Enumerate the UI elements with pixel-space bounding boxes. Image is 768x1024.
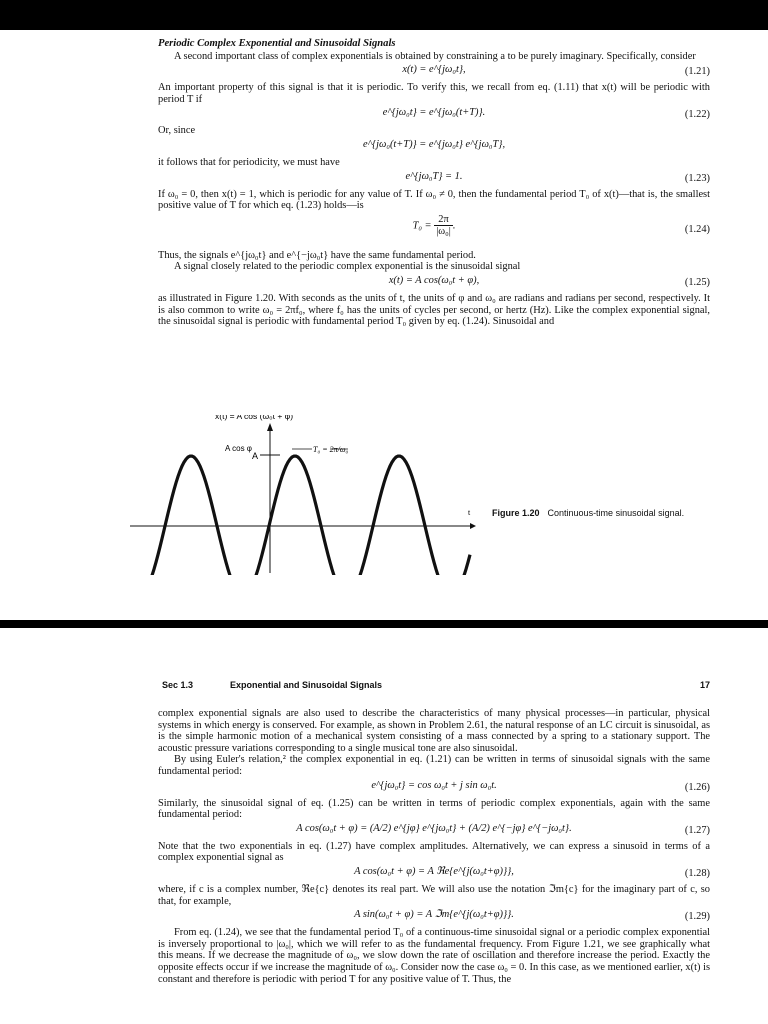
equation-number: (1.25) bbox=[684, 276, 710, 288]
equation-1-29 bbox=[158, 909, 710, 925]
equation-number: (1.22) bbox=[684, 109, 710, 121]
paragraph: An important property of this signal is that it is periodic. To verify this, we recall from eq. (1.11) that x(t) will be periodic with period T if bbox=[158, 82, 710, 105]
sinusoid-curve bbox=[148, 456, 470, 575]
fraction-numerator: 2π bbox=[434, 214, 453, 227]
paragraph: it follows that for periodicity, we must have bbox=[158, 156, 340, 168]
equation-since bbox=[158, 139, 710, 155]
equation-1-21 bbox=[158, 64, 710, 80]
paragraph: From eq. (1.24), we see that the fundamental period T₀ of a continuous-time sinusoidal signal or a periodic complex exponential is inversely proportional to |ω₀|, which we will refer to as the fundamental frequency. From Figure 1.21, we see graphically what this means. If we decrease the magnitude of ω₀, we slow down the rate of oscillation and therefore increase the period. Exactly the opposite effects occur if we increase the magnitude of ω₀. Consider now the case ω₀ = 0. In this case, as we mentioned earlier, x(t) is constant and therefore is periodic with period T for any positive value of T. Thus, the bbox=[158, 927, 710, 985]
equation-number: (1.21) bbox=[684, 66, 710, 78]
running-header bbox=[158, 680, 710, 694]
equation-1-26 bbox=[158, 780, 710, 796]
equation-1-22 bbox=[158, 107, 710, 123]
equation-expression: A cos(ω₀t + φ) = (A/2) e^{jφ} e^{jω₀t} + (A/2) e^{−jφ} e^{−jω₀t}. bbox=[296, 822, 572, 834]
paragraph: Or, since bbox=[158, 125, 196, 137]
acos-label: A cos φ bbox=[225, 444, 252, 453]
page-upper bbox=[158, 38, 710, 328]
paragraph: Similarly, the sinusoidal signal of eq. (1.25) can be written in terms of periodic complex exponentials, again with the same fundamental period: bbox=[158, 797, 710, 821]
figure-caption-text: Continuous-time sinusoidal signal. bbox=[547, 508, 685, 518]
top-black-bar bbox=[0, 0, 768, 30]
amplitude-label: A bbox=[251, 451, 258, 461]
equation-number: (1.24) bbox=[684, 223, 710, 235]
equation-expression: x(t) = A cos(ω₀t + φ), bbox=[388, 274, 480, 286]
section-heading: Periodic Complex Exponential and Sinusoidal Signals bbox=[158, 38, 396, 49]
equation-expression: A sin(ω₀t + φ) = A ℑm{e^{j(ω₀t+φ)}}. bbox=[354, 909, 514, 921]
page-separator-bar bbox=[0, 620, 768, 628]
section-title: Exponential and Sinusoidal Signals bbox=[230, 680, 383, 690]
equation-1-25 bbox=[158, 275, 710, 291]
figure-ylabel: x(t) = A cos (ω₀t + φ) bbox=[215, 415, 294, 421]
page-number: 17 bbox=[699, 680, 710, 690]
fraction bbox=[434, 214, 453, 238]
paragraph: Note that the two exponentials in eq. (1.27) have complex amplitudes. Alternatively, we can express a sinusoid in terms of a complex exponential signal as bbox=[158, 840, 710, 864]
equation-number: (1.29) bbox=[684, 911, 710, 923]
equation-number: (1.28) bbox=[684, 867, 710, 879]
paragraph: Thus, the signals e^{jω₀t} and e^{−jω₀t} have the same fundamental period. bbox=[158, 249, 476, 261]
equation-tail: . bbox=[452, 220, 456, 232]
paragraph: A signal closely related to the periodic complex exponential is the sinusoidal signal bbox=[174, 261, 521, 273]
figure-caption bbox=[492, 508, 712, 518]
paragraph: If ω₀ = 0, then x(t) = 1, which is periodic for any value of T. If ω₀ ≠ 0, then the fundamental period T₀ of x(t)—that is, the smallest positive value of T for which eq. (1.23) holds—is bbox=[158, 188, 710, 212]
amplitude-axis-arrow-icon bbox=[267, 423, 273, 431]
time-label: t bbox=[468, 508, 471, 517]
equation-number: (1.27) bbox=[684, 824, 710, 836]
equation-lhs: T₀ = bbox=[412, 220, 432, 232]
equation-number: (1.26) bbox=[684, 781, 710, 793]
paragraph: as illustrated in Figure 1.20. With seconds as the units of t, the units of φ and ω₀ are radians and radians per second, respectively. It is also common to write ω₀ = 2πf₀, where f₀ has the units of cycles per second, or hertz (Hz). Like the complex exponential signal, the sinusoidal signal is periodic with fundamental period T₀ given by eq. (1.24). Sinusoidal and bbox=[158, 292, 710, 328]
fraction-denominator: |ω₀| bbox=[436, 226, 451, 238]
section-number: Sec 1.3 bbox=[162, 680, 194, 690]
time-axis-arrow-icon bbox=[470, 523, 476, 529]
page-lower bbox=[158, 680, 710, 985]
equation-1-27 bbox=[158, 823, 710, 839]
equation-1-24 bbox=[158, 214, 710, 248]
equation-expression: e^{jω₀T} = 1. bbox=[405, 170, 463, 182]
figure-caption-label: Figure 1.20 bbox=[492, 508, 540, 518]
paragraph: By using Euler's relation,² the complex exponential in eq. (1.21) can be written in terms of sinusoidal signals with the same fundamental period: bbox=[158, 754, 710, 777]
equation-expression: e^{jω₀(t+T)} = e^{jω₀t} e^{jω₀T}, bbox=[362, 138, 506, 150]
equation-expression bbox=[413, 214, 456, 238]
paragraph: complex exponential signals are also used to describe the characteristics of many physical processes—in particular, physical systems in which energy is conserved. For example, as shown in Problem 2.61, the natural response of an LC circuit is sinusoidal, as is the simple harmonic motion of a mechanical system consisting of a mass connected by a spring to a stationary support. The acoustic pressure variations corresponding to a single musical tone are also sinusoidal. bbox=[158, 708, 710, 754]
equation-1-23 bbox=[158, 171, 710, 187]
paragraph: where, if c is a complex number, ℜe{c} denotes its real part. We will also use the notation ℑm{c} for the imaginary part of c, so that, for example, bbox=[158, 883, 710, 907]
equation-expression: e^{jω₀t} = cos ω₀t + j sin ω₀t. bbox=[371, 779, 497, 791]
figure-1-20-sinusoid bbox=[130, 415, 480, 575]
equation-expression: x(t) = e^{jω₀t}, bbox=[402, 64, 466, 76]
paragraph: A second important class of complex exponentials is obtained by constraining a to be purely imaginary. Specifically, consider bbox=[174, 50, 696, 62]
equation-1-28 bbox=[158, 866, 710, 882]
equation-expression: e^{jω₀t} = e^{jω₀(t+T)}. bbox=[382, 107, 486, 119]
equation-expression: A cos(ω₀t + φ) = A ℜe{e^{j(ω₀t+φ)}}, bbox=[354, 865, 514, 877]
period-label: T₀ = 2π/ω₀ bbox=[313, 445, 349, 454]
sinusoid-plot bbox=[130, 415, 480, 575]
equation-number: (1.23) bbox=[684, 172, 710, 184]
